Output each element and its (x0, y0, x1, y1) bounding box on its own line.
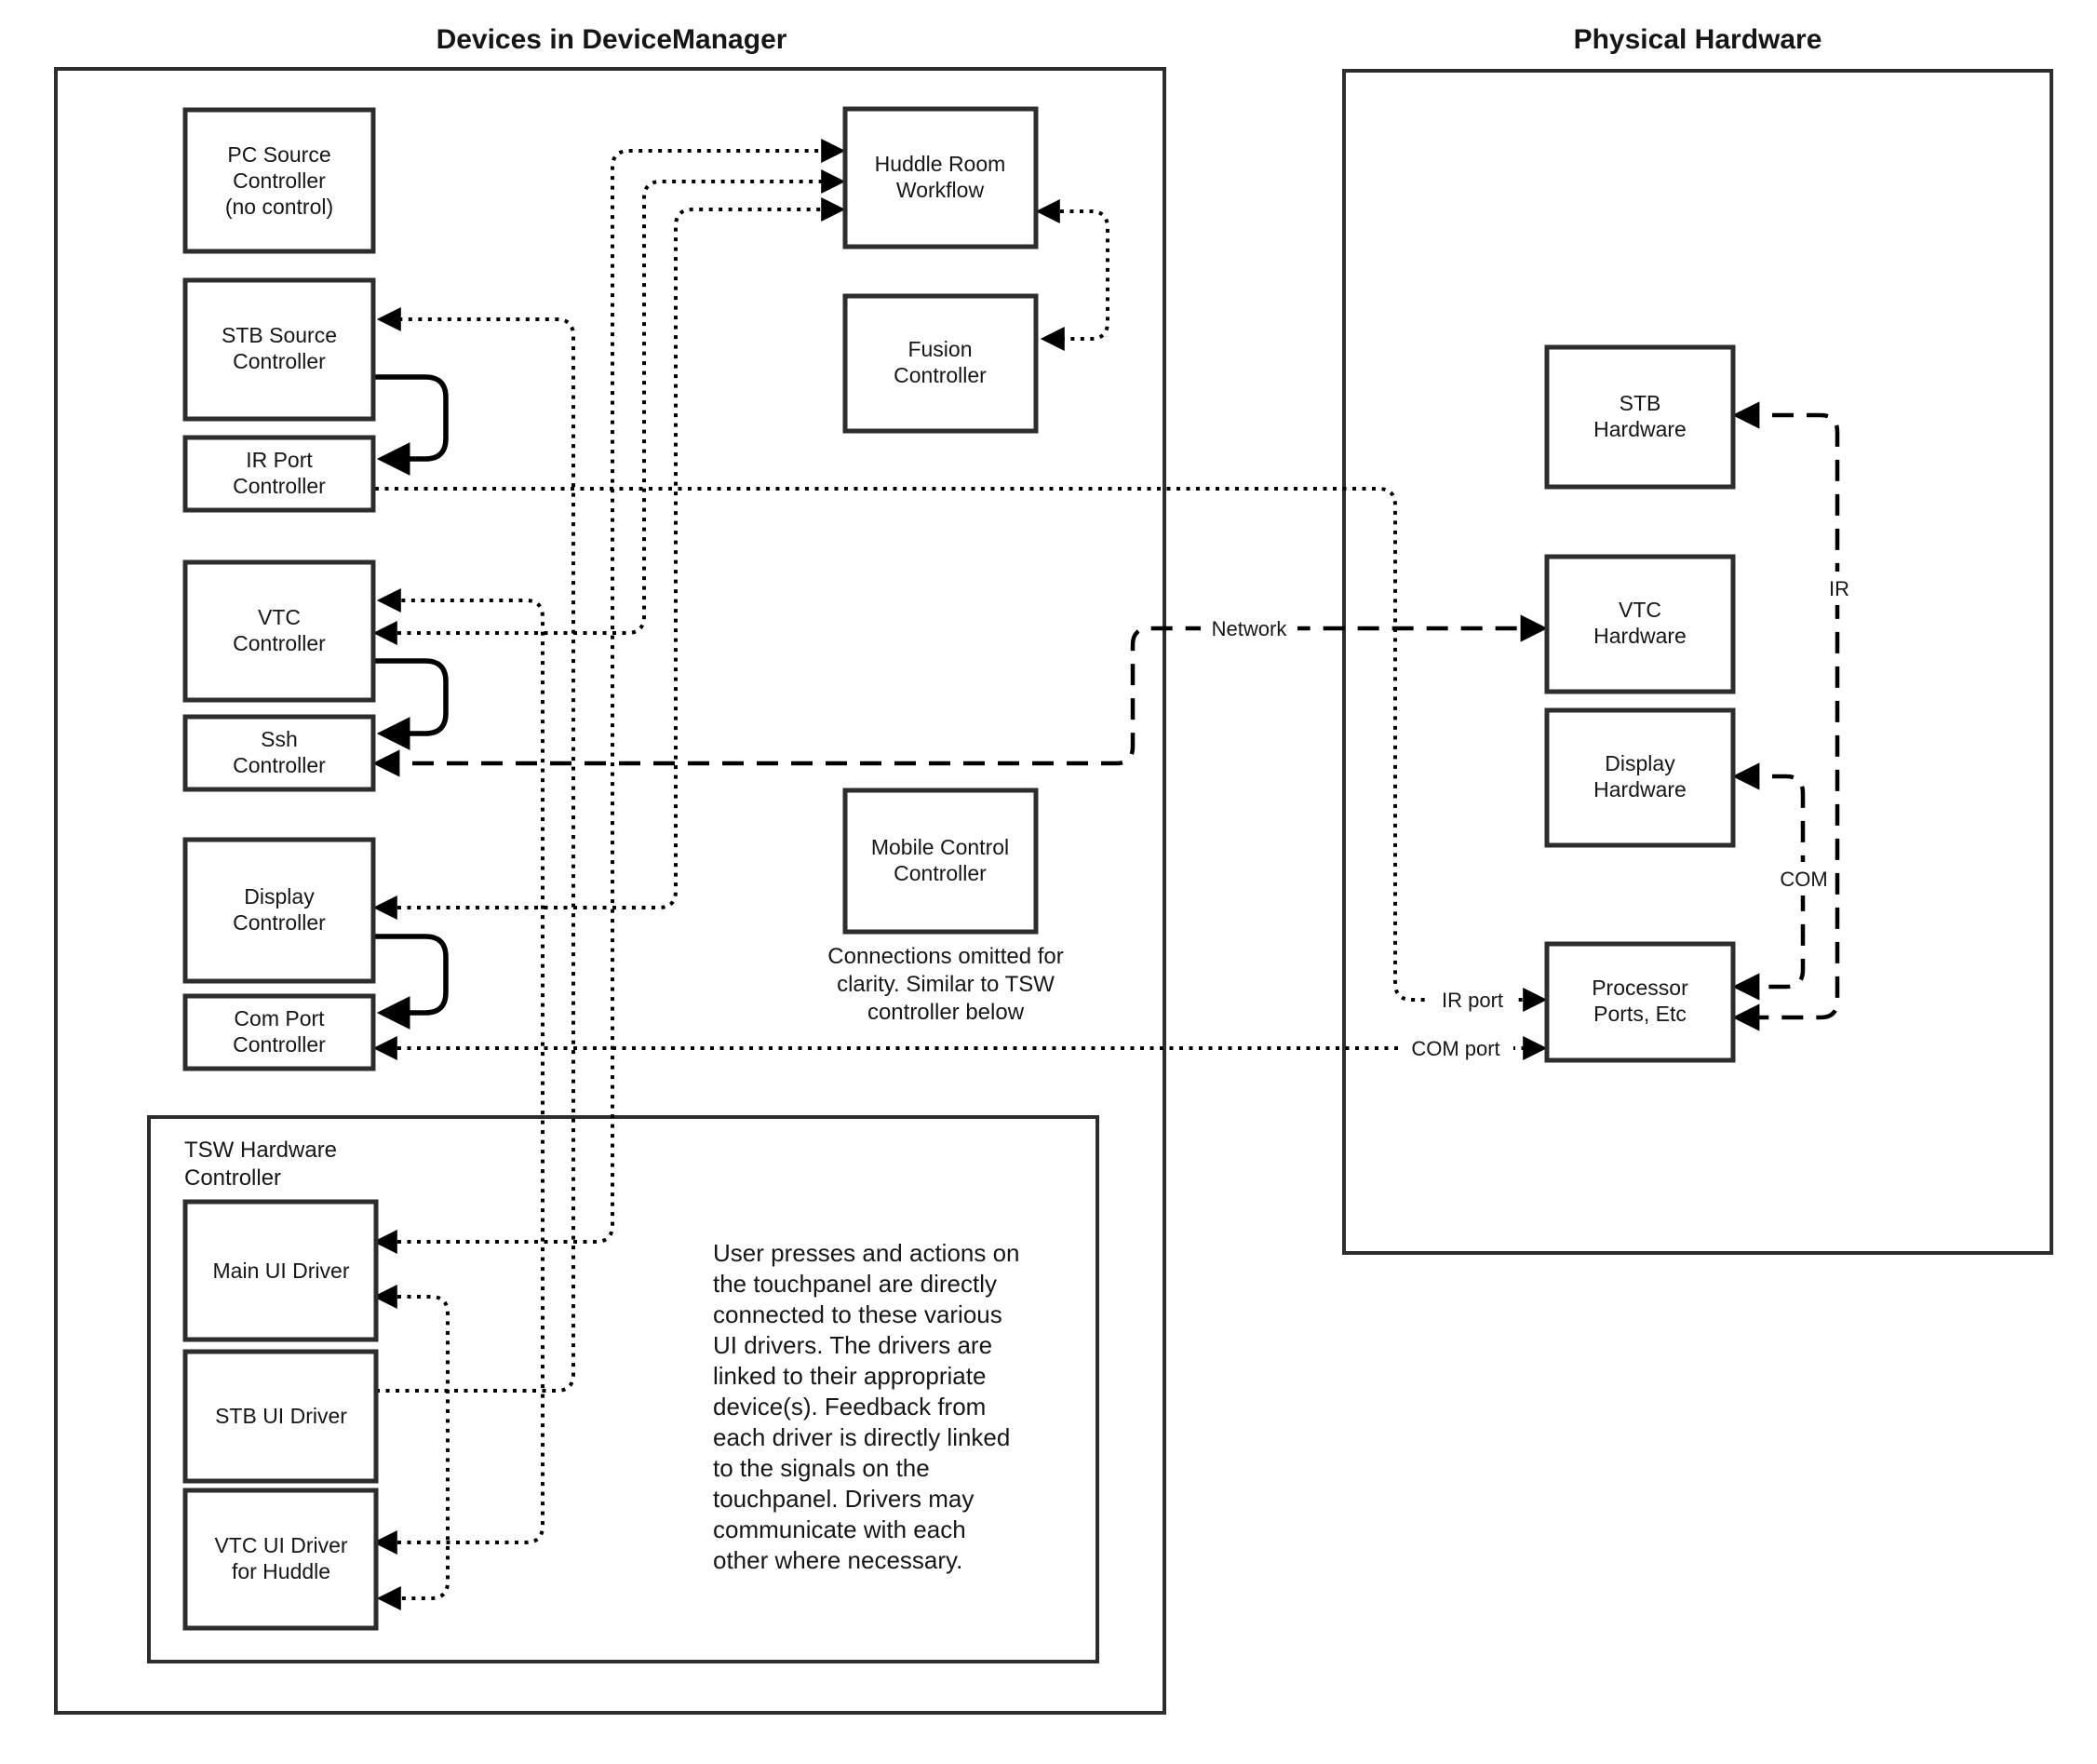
box-label: VTC UI Driver (214, 1533, 348, 1557)
box-label: Fusion (907, 337, 973, 361)
label-ir-port (1430, 983, 1515, 1017)
label-com (1774, 862, 1834, 895)
box-label: STB Source (222, 323, 337, 347)
box-stb-source-controller (185, 280, 373, 419)
connector-stb-source-ir-port (375, 377, 446, 459)
svg-text:Network: Network (1211, 617, 1287, 640)
box-label: Huddle Room (874, 152, 1006, 176)
box-label: Controller (233, 474, 326, 498)
box-label: Workflow (895, 178, 985, 202)
box-label: Display (1605, 751, 1675, 775)
paragraph-line: device(s). Feedback from (713, 1393, 987, 1421)
box-label: Controller (233, 910, 326, 935)
box-label: VTC (258, 605, 301, 629)
box-label: Hardware (1593, 624, 1687, 648)
connector-main-ui-vtc-ui (378, 1297, 448, 1598)
right-section-title: Physical Hardware (1573, 24, 1822, 55)
svg-text:COM port: COM port (1411, 1037, 1500, 1060)
paragraph-line: UI drivers. The drivers are (713, 1331, 993, 1359)
box-label: Controller (233, 168, 326, 193)
box-pc-source-controller (185, 110, 373, 251)
box-ssh-controller (185, 717, 373, 789)
box-vtc-hardware (1547, 557, 1733, 692)
tsw-container-label (184, 1138, 337, 1191)
box-mobile-control-controller (845, 790, 1036, 932)
box-label: Processor (1592, 976, 1688, 1000)
tsw-label-line: TSW Hardware (184, 1138, 338, 1163)
box-label: Main UI Driver (212, 1259, 350, 1283)
box-label: VTC (1619, 598, 1661, 622)
note-line: controller below (867, 1000, 1025, 1025)
box-label: IR Port (246, 448, 313, 472)
tsw-label-line: Controller (184, 1165, 282, 1191)
box-label: Hardware (1593, 417, 1687, 441)
box-stb-hardware (1547, 347, 1733, 487)
box-label: Display (244, 884, 315, 909)
box-label: STB UI Driver (215, 1404, 347, 1428)
connector-vtc-ui-vtc (378, 600, 543, 1542)
box-label: Controller (894, 363, 987, 387)
box-label: for Huddle (231, 1559, 331, 1583)
box-label: STB (1619, 391, 1661, 415)
tsw-description-paragraph (713, 1239, 1020, 1574)
connector-display-huddle (378, 209, 840, 908)
box-vtc-ui-driver (185, 1490, 376, 1628)
box-label: PC Source (227, 142, 331, 167)
svg-text:IR port: IR port (1441, 989, 1504, 1012)
box-display-controller (185, 840, 373, 981)
box-label: Ssh (261, 727, 298, 751)
connector-huddle-fusion (1041, 211, 1108, 339)
svg-text:IR: IR (1829, 577, 1849, 600)
svg-text:COM: COM (1780, 868, 1828, 891)
left-section-title: Devices in DeviceManager (436, 24, 787, 55)
paragraph-line: each driver is directly linked (713, 1423, 1011, 1451)
box-label: Controller (233, 349, 326, 373)
paragraph-line: touchpanel. Drivers may (713, 1485, 975, 1513)
box-label: Com Port (234, 1006, 325, 1030)
paragraph-line: communicate with each (713, 1515, 966, 1543)
note-line: Connections omitted for (827, 944, 1064, 969)
box-label: Ports, Etc (1593, 1002, 1687, 1026)
box-vtc-controller (185, 562, 373, 700)
paragraph-line: other where necessary. (713, 1546, 963, 1574)
box-label: Controller (233, 631, 326, 655)
box-label: Controller (894, 861, 987, 885)
label-com-port (1398, 1031, 1513, 1065)
paragraph-line: the touchpanel are directly (713, 1270, 997, 1298)
box-processor-ports (1547, 944, 1733, 1060)
box-huddle-room-workflow (845, 109, 1036, 247)
connector-display-com-port (375, 936, 446, 1013)
label-network (1201, 612, 1297, 645)
box-label: Hardware (1593, 777, 1687, 801)
box-label: (no control) (224, 195, 334, 219)
paragraph-line: User presses and actions on (713, 1239, 1020, 1267)
box-label: Controller (233, 753, 326, 777)
connector-stb-hardware-processor-ir (1738, 415, 1837, 1017)
box-display-hardware (1547, 710, 1733, 845)
paragraph-line: connected to these various (713, 1300, 1002, 1328)
paragraph-line: to the signals on the (713, 1454, 930, 1482)
paragraph-line: linked to their appropriate (713, 1362, 987, 1390)
box-label: Controller (233, 1032, 326, 1057)
label-ir (1819, 572, 1860, 605)
mobile-controller-note (827, 944, 1063, 1025)
box-label: Mobile Control (870, 835, 1010, 859)
connector-ssh-vtc-hardware-network (378, 628, 1542, 763)
box-main-ui-driver (185, 1202, 376, 1340)
note-line: clarity. Similar to TSW (837, 972, 1055, 997)
box-com-port-controller (185, 996, 373, 1069)
box-fusion-controller (845, 296, 1036, 431)
connector-vtc-ssh (375, 661, 446, 734)
box-stb-ui-driver (185, 1352, 376, 1481)
box-ir-port-controller (185, 438, 373, 510)
